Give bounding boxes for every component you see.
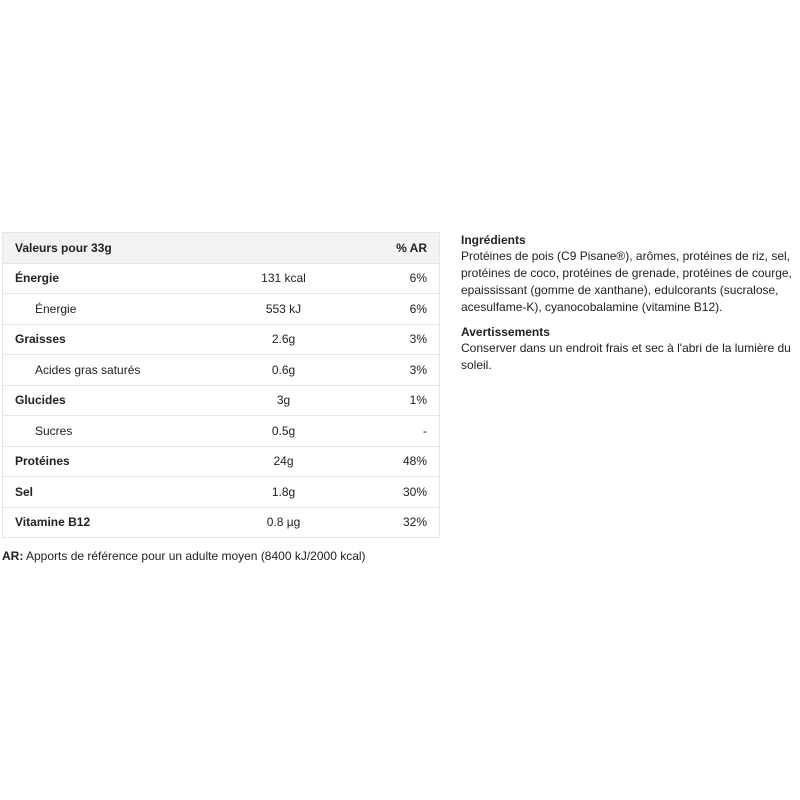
nutrient-ar: 3%: [340, 324, 440, 355]
ingredients-title: Ingrédients: [461, 233, 526, 247]
ingredients-text: [461, 248, 796, 316]
nutrient-label: Graisses: [3, 324, 228, 355]
nutrient-label: Acides gras saturés: [3, 355, 228, 386]
nutrition-row-graisses: [3, 324, 440, 355]
nutrient-value: 2.6g: [228, 324, 340, 355]
nutrient-label: Vitamine B12: [3, 507, 228, 538]
nutrition-table-header: [3, 233, 440, 264]
nutrient-value: 1.8g: [228, 477, 340, 508]
nutrition-row-acides-gras: [3, 355, 440, 386]
header-value: [228, 233, 340, 264]
nutrient-ar: 30%: [340, 477, 440, 508]
nutrient-ar: 6%: [340, 263, 440, 294]
nutrition-table-container: [2, 232, 439, 538]
nutrient-ar: 48%: [340, 446, 440, 477]
nutrient-value: 0.6g: [228, 355, 340, 386]
nutrition-row-vitamine-b12: [3, 507, 440, 538]
header-ar: % AR: [340, 233, 440, 264]
nutrient-value: 0.5g: [228, 416, 340, 447]
nutrient-ar: 3%: [340, 355, 440, 386]
footnote-key: AR:: [2, 549, 24, 563]
nutrient-ar: 1%: [340, 385, 440, 416]
footnote-text: Apports de référence pour un adulte moyen (8400 kJ/2000 kcal): [23, 549, 366, 563]
nutrient-label: Sel: [3, 477, 228, 508]
ingredients-line: epaississant (gomme de xanthane), edulcorants (sucralose,: [461, 283, 779, 297]
nutrient-label: Énergie: [3, 294, 228, 325]
nutrient-ar: 32%: [340, 507, 440, 538]
nutrition-table: [2, 232, 440, 538]
warnings-title: Avertissements: [461, 325, 550, 339]
nutrient-ar: 6%: [340, 294, 440, 325]
header-label: Valeurs pour 33g: [3, 233, 228, 264]
ingredients-line: acesulfame-K), cyanocobalamine (vitamine B12).: [461, 300, 723, 314]
ingredients-line: Protéines de pois (C9 Pisane®), arômes, protéines de riz, sel,: [461, 249, 790, 263]
nutrition-row-sucres: [3, 416, 440, 447]
nutrient-value: 24g: [228, 446, 340, 477]
nutrient-value: 0.8 µg: [228, 507, 340, 538]
product-info: [461, 232, 796, 374]
nutrition-row-energie-kcal: [3, 263, 440, 294]
nutrient-value: 553 kJ: [228, 294, 340, 325]
nutrition-row-energie-kj: [3, 294, 440, 325]
nutrient-label: Sucres: [3, 416, 228, 447]
nutrient-value: 131 kcal: [228, 263, 340, 294]
nutrition-row-sel: [3, 477, 440, 508]
ingredients-line: protéines de coco, protéines de grenade, protéines de courge,: [461, 266, 792, 280]
nutrient-ar: -: [340, 416, 440, 447]
ar-footnote: [2, 549, 366, 563]
nutrition-row-proteines: [3, 446, 440, 477]
nutrient-label: Glucides: [3, 385, 228, 416]
nutrient-label: Énergie: [3, 263, 228, 294]
warnings-text: Conserver dans un endroit frais et sec à l'abri de la lumière du soleil.: [461, 341, 791, 372]
nutrition-row-glucides: [3, 385, 440, 416]
nutrient-value: 3g: [228, 385, 340, 416]
nutrient-label: Protéines: [3, 446, 228, 477]
